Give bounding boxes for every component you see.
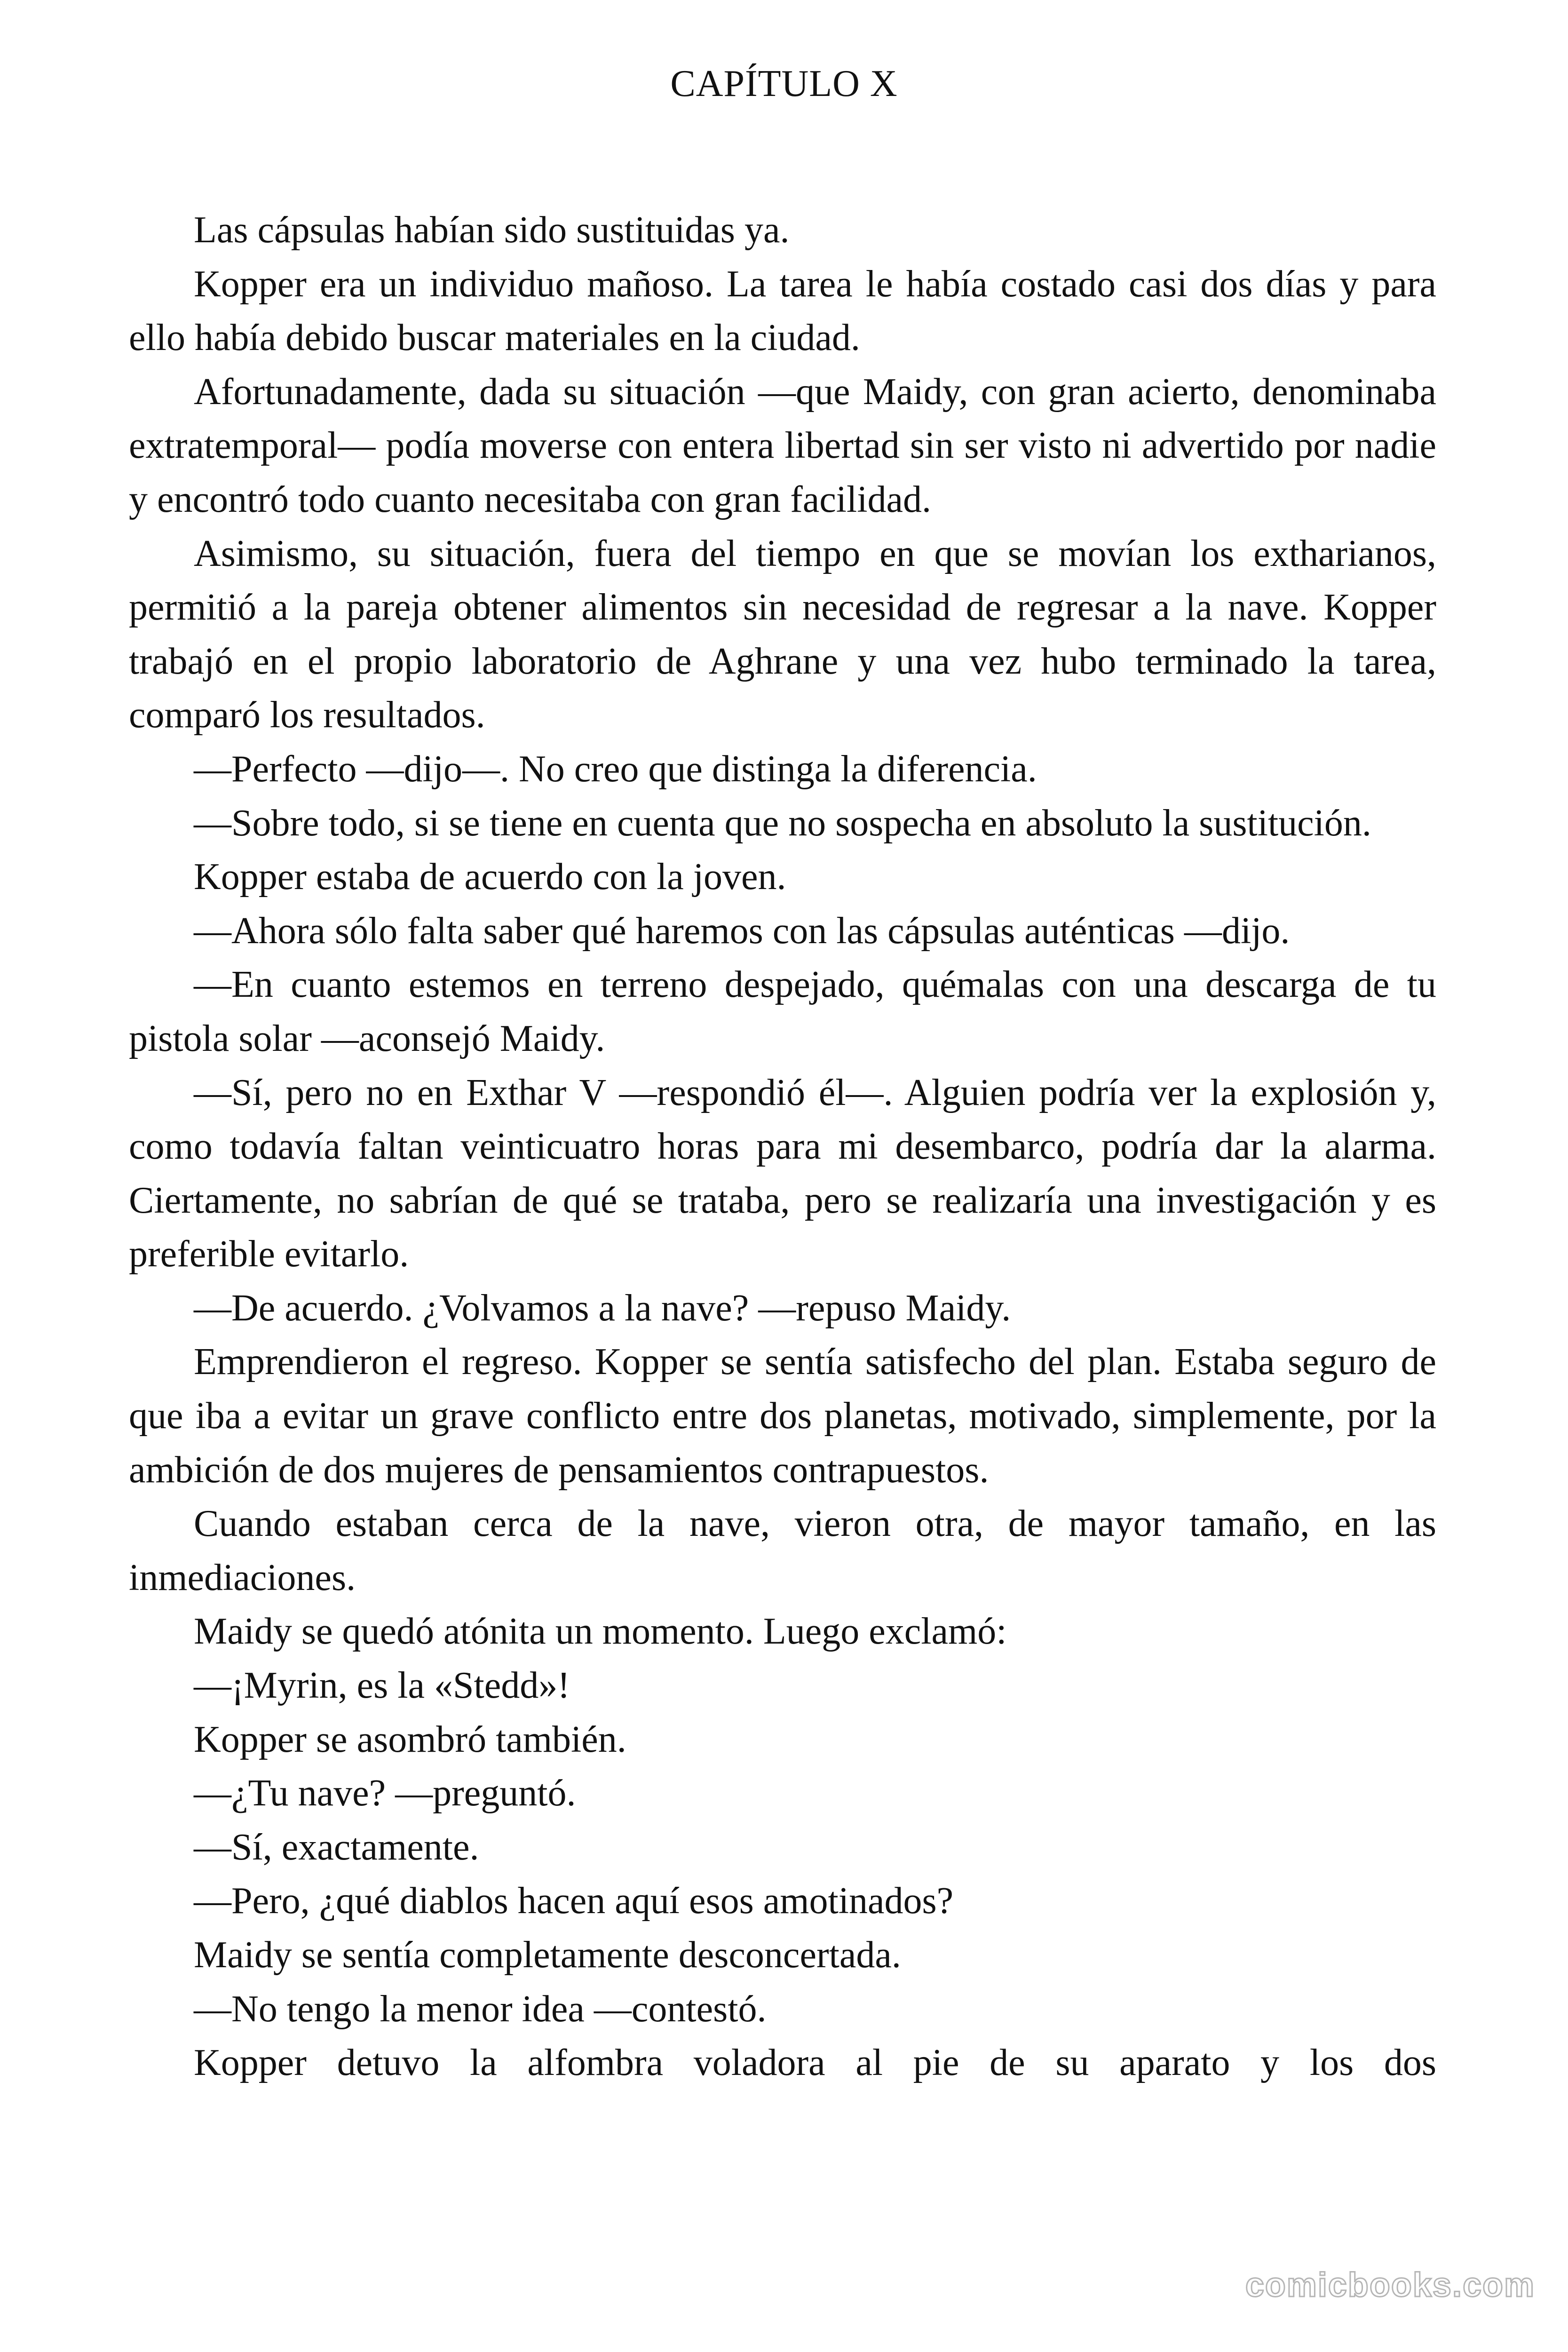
paragraph: —Sobre todo, si se tiene en cuenta que no sospecha en absoluto la sustitución. xyxy=(194,802,1371,844)
paragraph: —Pero, ¿qué diablos hacen aquí esos amotinados? xyxy=(194,1880,954,1922)
paragraph: —Ahora sólo falta saber qué haremos con las cápsulas auténticas —dijo. xyxy=(194,910,1290,952)
paragraph: Maidy se quedó atónita un momento. Luego exclamó: xyxy=(194,1611,1007,1653)
watermark: comicbooks.com xyxy=(1245,2266,1535,2304)
paragraph: —No tengo la menor idea —contestó. xyxy=(194,1988,767,2030)
paragraph: —De acuerdo. ¿Volvamos a la nave? —repuso Maidy. xyxy=(194,1287,1011,1329)
paragraph: Kopper se asombró también. xyxy=(194,1718,626,1760)
paragraph: Emprendieron el regreso. Kopper se sentía satisfecho del plan. Estaba seguro de que iba a evitar un grave conflicto entre dos planetas, motivado, simplemente, por la ambición de dos mujeres de pensamientos contrapuestos. xyxy=(129,1341,1436,1491)
paragraph: —¿Tu nave? —preguntó. xyxy=(194,1772,576,1814)
paragraph: Kopper estaba de acuerdo con la joven. xyxy=(194,856,786,898)
paragraph: —Perfecto —dijo—. No creo que distinga la diferencia. xyxy=(194,748,1037,790)
chapter-title: CAPÍTULO X xyxy=(670,63,898,104)
paragraph: Afortunadamente, dada su situación —que Maidy, con gran acierto, denominaba extratemporal— podía moverse con entera libertad sin ser visto ni advertido por nadie y encontró todo cuanto necesitaba con gran facilidad. xyxy=(129,371,1436,520)
paragraph: Las cápsulas habían sido sustituidas ya. xyxy=(194,209,790,251)
paragraph: Asimismo, su situación, fuera del tiempo en que se movían los extharianos, permitió a la pareja obtener alimentos sin necesidad de regresar a la nave. Kopper trabajó en el propio laboratorio de Aghrane y una vez hubo terminado la tarea, comparó los resultados. xyxy=(129,532,1436,736)
paragraph: —En cuanto estemos en terreno despejado, quémalas con una descarga de tu pistola solar —aconsejó Maidy. xyxy=(129,964,1436,1059)
paragraph: —¡Myrin, es la «Stedd»! xyxy=(194,1665,570,1707)
paragraph: Kopper era un individuo mañoso. La tarea le había costado casi dos días y para ello había debido buscar materiales en la ciudad. xyxy=(129,263,1436,359)
paragraph: Maidy se sentía completamente desconcertada. xyxy=(194,1934,901,1976)
paragraph: —Sí, pero no en Exthar V —respondió él—. Alguien podría ver la explosión y, como todavía faltan veinticuatro horas para mi desembarco, podría dar la alarma. Ciertamente, no sabrían de qué se trataba, pero se realizaría una investigación y es preferible evitarlo. xyxy=(129,1072,1436,1275)
paragraph: —Sí, exactamente. xyxy=(194,1826,479,1868)
paragraph: Cuando estaban cerca de la nave, vieron otra, de mayor tamaño, en las inmediaciones. xyxy=(129,1503,1436,1598)
paragraph: Kopper detuvo la alfombra voladora al pie de su aparato y los dos xyxy=(194,2042,1436,2084)
body-text xyxy=(129,203,1436,2090)
